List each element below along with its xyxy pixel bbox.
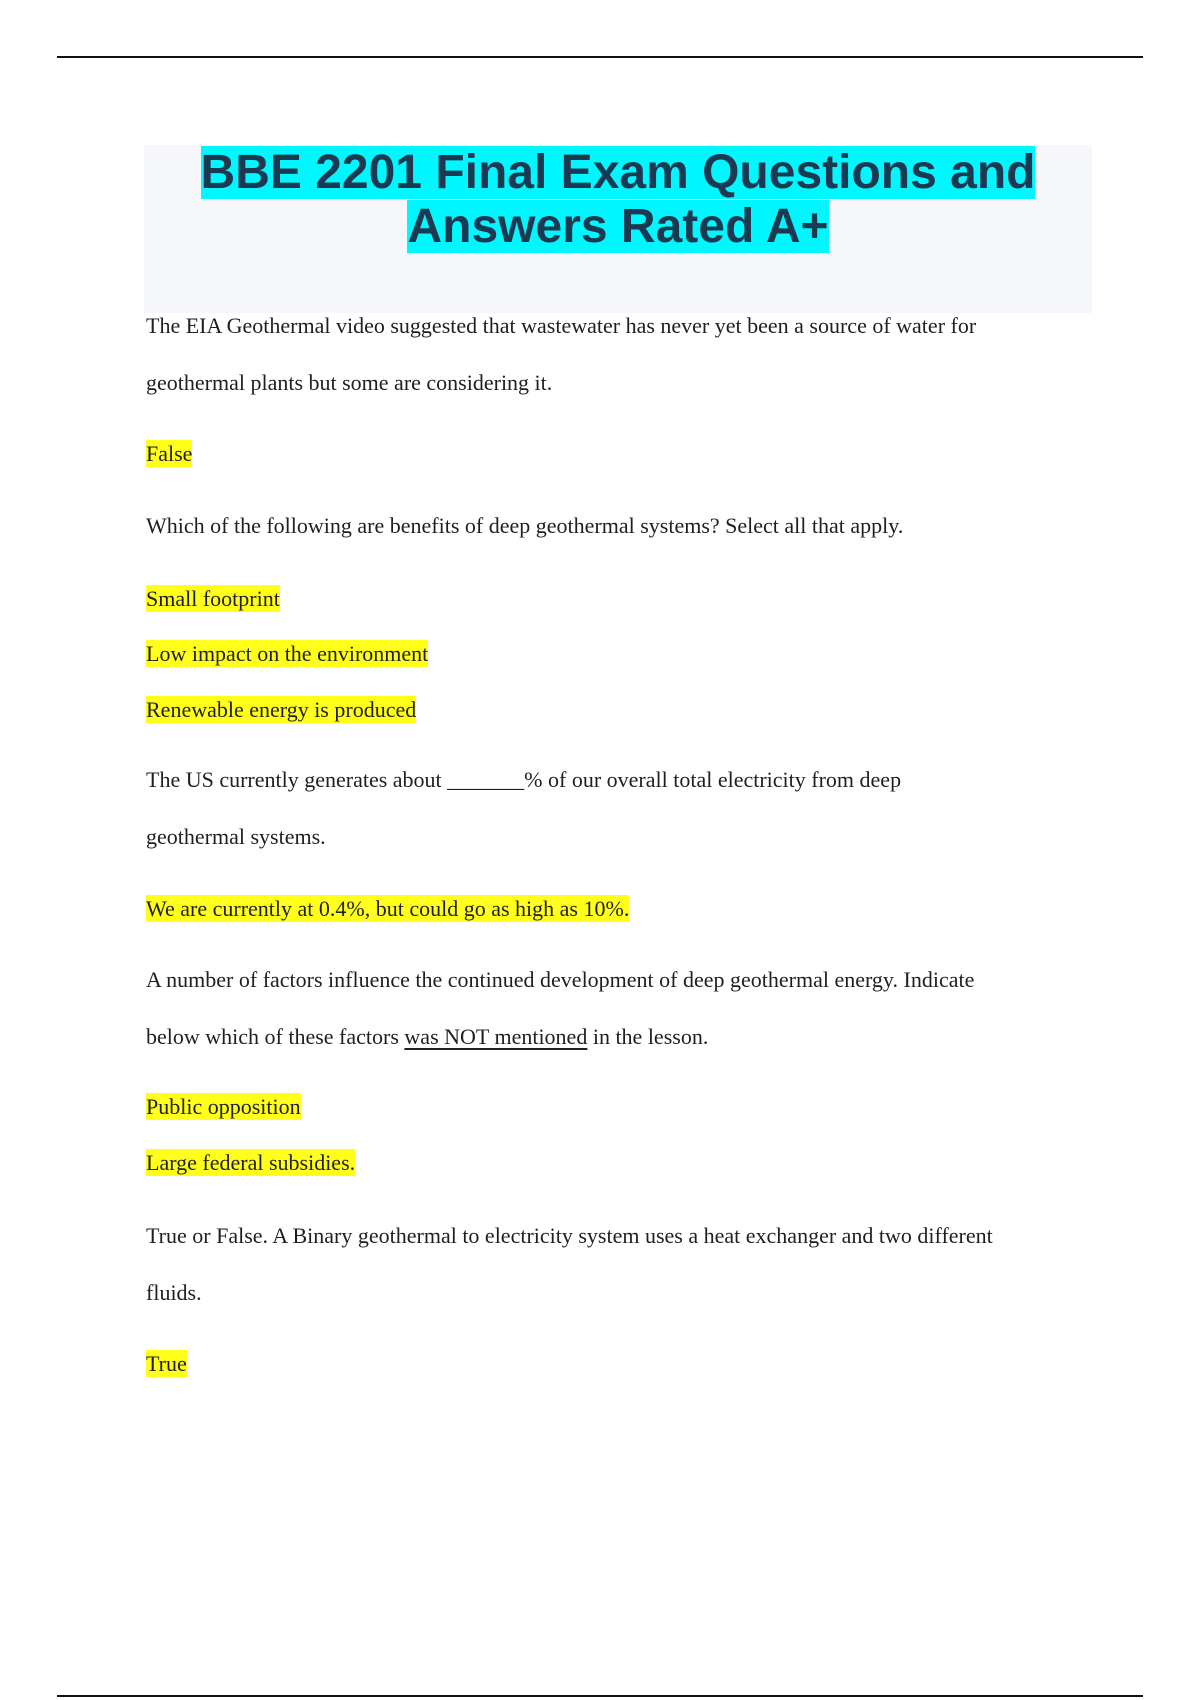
question-3-line-1-after: % of our overall total electricity from deep	[524, 767, 902, 792]
answer-3-text: We are currently at 0.4%, but could go as high as 10%.	[146, 896, 630, 921]
title-line-1: BBE 2201 Final Exam Questions and	[200, 146, 1036, 199]
answer-4-item-2: Large federal subsidies.	[146, 1150, 356, 1175]
answer-4-item	[146, 1078, 1106, 1135]
answer-5	[146, 1335, 1106, 1392]
footer-rule	[57, 1695, 1143, 1697]
question-4	[146, 951, 1106, 1065]
question-1-line-1: The EIA Geothermal video suggested that wastewater has never yet been a source of water for	[146, 313, 977, 338]
question-1-line-2: geothermal plants but some are considering it.	[146, 370, 553, 395]
answer-2-item-2: Low impact on the environment	[146, 641, 429, 666]
answer-2-item	[146, 570, 1106, 627]
document-title	[144, 146, 1092, 254]
header-rule	[57, 56, 1143, 58]
answer-2-item	[146, 625, 1106, 682]
answer-2-item-1: Small footprint	[146, 586, 280, 611]
answer-5-text: True	[146, 1351, 187, 1376]
answer-3	[146, 880, 1106, 937]
question-5-line-2: fluids.	[146, 1280, 202, 1305]
question-4-line-1: A number of factors influence the continued development of deep geothermal energy. Indicate	[146, 967, 975, 992]
question-2-line-1: Which of the following are benefits of deep geothermal systems? Select all that apply.	[146, 513, 904, 538]
title-line-2: Answers Rated A+	[407, 200, 829, 253]
question-3	[146, 751, 1106, 865]
answer-2-item	[146, 681, 1106, 738]
question-5-line-1: True or False. A Binary geothermal to electricity system uses a heat exchanger and two different	[146, 1223, 993, 1248]
question-4-line-2-before: below which of these factors	[146, 1024, 405, 1049]
answer-4-item-1: Public opposition	[146, 1094, 301, 1119]
answer-1	[146, 425, 1106, 482]
question-3-line-2: geothermal systems.	[146, 824, 326, 849]
question-4-underlined-text: was NOT mentioned	[404, 1024, 588, 1049]
question-5	[146, 1207, 1106, 1321]
answer-1-text: False	[146, 441, 193, 466]
question-3-blank: _______	[447, 767, 525, 792]
question-1	[146, 297, 1106, 411]
question-4-line-2-after: in the lesson.	[587, 1024, 709, 1049]
answer-4-item	[146, 1134, 1106, 1191]
question-2	[146, 497, 1106, 554]
question-3-line-1-before: The US currently generates about	[146, 767, 448, 792]
answer-2-item-3: Renewable energy is produced	[146, 697, 417, 722]
